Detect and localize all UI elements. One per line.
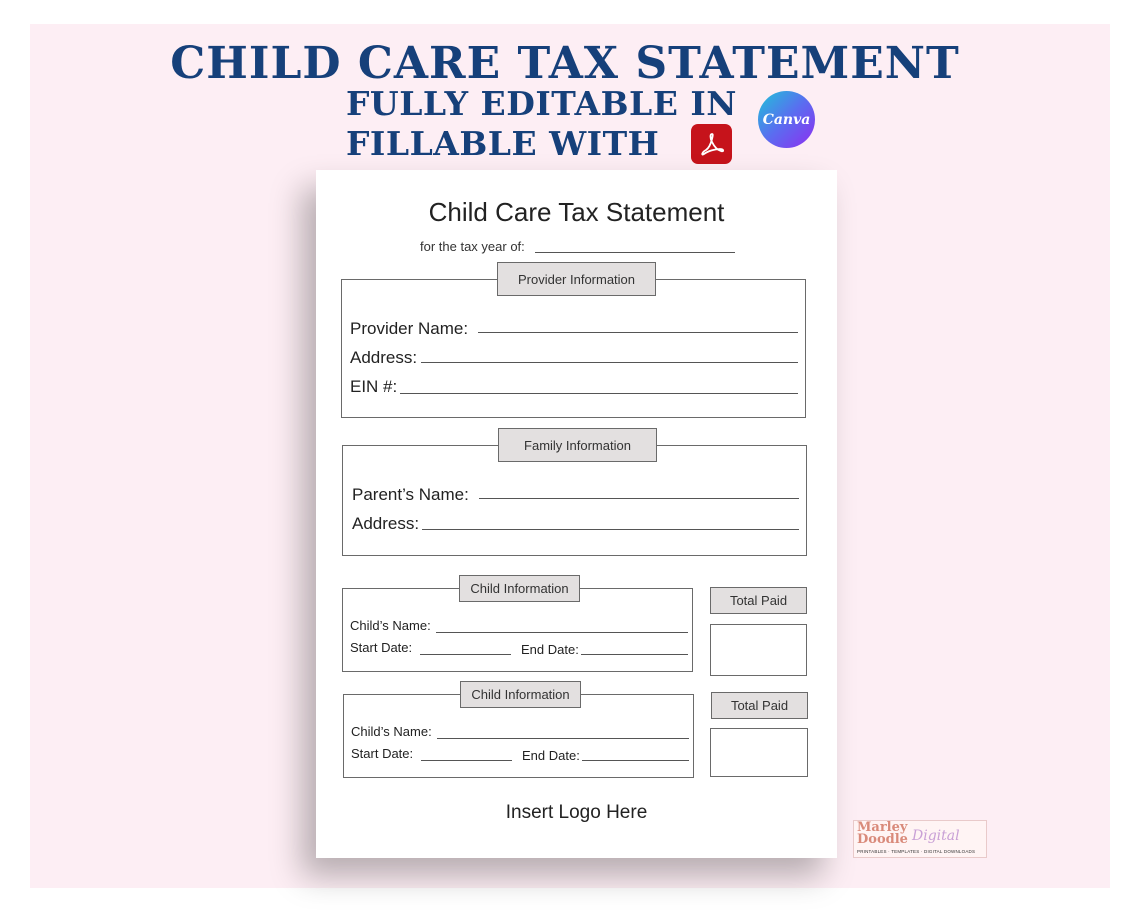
parent-name-field[interactable] [479,498,799,499]
brand-name: Marley Doodle [857,820,908,847]
brand-script: Digital [912,828,960,844]
provider-heading: Provider Information [497,262,656,296]
form-title: Child Care Tax Statement [428,197,725,227]
provider-name-field[interactable] [478,332,798,333]
total-paid-field-2[interactable] [710,728,808,777]
tax-year-label: for the tax year of: [420,239,525,254]
child-name-field-1[interactable] [436,632,688,633]
total-paid-field-1[interactable] [710,624,807,676]
provider-ein-label: EIN #: [350,377,398,396]
brand-tagline: PRINTABLES · TEMPLATES · DIGITAL DOWNLOADS [857,849,976,854]
provider-address-field[interactable] [421,362,798,363]
tax-year-field[interactable] [535,252,735,253]
end-date-label-1: End Date: [521,642,579,657]
total-paid-label-2: Total Paid [711,692,808,719]
child-name-field-2[interactable] [437,738,689,739]
child-name-label-1: Child’s Name: [350,618,431,633]
adobe-acrobat-icon [691,124,732,164]
canva-logo [758,91,815,148]
family-heading: Family Information [498,428,657,462]
provider-name-label: Provider Name: [350,319,469,338]
family-address-field[interactable] [422,529,799,530]
child-heading-1: Child Information [459,575,580,602]
brand-logo [853,820,987,858]
subheadline-editable: FULLY EDITABLE IN [346,84,737,123]
provider-address-label: Address: [350,348,418,367]
canva-logo-text: Canva [762,111,811,128]
child-heading-2: Child Information [460,681,581,708]
child-name-label-2: Child’s Name: [351,724,432,739]
headline: CHILD CARE TAX STATEMENT [170,38,960,89]
provider-ein-field[interactable] [400,393,798,394]
parent-name-label: Parent’s Name: [352,485,469,504]
end-date-field-2[interactable] [582,760,689,761]
start-date-field-1[interactable] [420,654,511,655]
subheadline-fillable: FILLABLE WITH [346,124,660,163]
end-date-label-2: End Date: [522,748,580,763]
form-page [316,170,837,858]
end-date-field-1[interactable] [581,654,688,655]
start-date-label-2: Start Date: [351,746,414,761]
family-address-label: Address: [352,514,420,533]
total-paid-label-1: Total Paid [710,587,807,614]
start-date-field-2[interactable] [421,760,512,761]
logo-placeholder: Insert Logo Here [505,802,648,823]
start-date-label-1: Start Date: [350,640,413,655]
